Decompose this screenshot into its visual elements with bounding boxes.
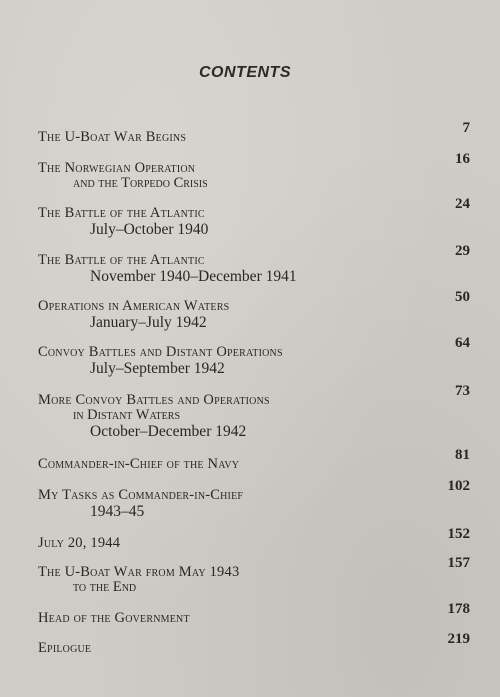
- toc-entry: [38, 631, 470, 656]
- toc-entry-page: 16: [455, 151, 470, 167]
- toc-entry-title: Commander-in-Chief of the Navy: [38, 456, 240, 472]
- toc-entry-subtitle: to the End: [73, 579, 137, 595]
- toc-entry-subtitle: July–October 1940: [90, 221, 209, 238]
- toc-entry: [38, 289, 470, 331]
- toc-entry-subtitle: November 1940–December 1941: [90, 268, 297, 285]
- toc-entry-page: 152: [447, 526, 470, 542]
- toc-entry-title: The Battle of the Atlantic: [38, 252, 205, 268]
- toc-entry: [38, 447, 470, 472]
- toc-entry: [38, 601, 470, 626]
- toc-entry: [38, 120, 470, 145]
- toc-entry-page: 50: [455, 289, 470, 305]
- toc-entry-page: 64: [455, 335, 470, 351]
- toc-entry-subtitle: July–September 1942: [90, 360, 225, 377]
- toc-entry-title: Epilogue: [38, 640, 92, 656]
- toc-entry-page: 7: [462, 120, 470, 136]
- toc-entry-page: 29: [455, 243, 470, 259]
- toc-entry-title: Head of the Government: [38, 610, 190, 626]
- toc-entry-title: More Convoy Battles and Operations: [38, 392, 270, 408]
- contents-heading: CONTENTS: [199, 64, 291, 81]
- toc-entry-subtitle: in Distant Waters: [73, 407, 181, 423]
- toc-entry-title: The Norwegian Operation: [38, 160, 196, 176]
- toc-entry: [38, 151, 470, 191]
- toc-entry-title: My Tasks as Commander-in-Chief: [38, 487, 244, 503]
- toc-entry-subtitle: and the Torpedo Crisis: [73, 175, 208, 191]
- toc-entry: [38, 526, 470, 551]
- toc-entry-page: 157: [447, 555, 470, 571]
- toc-entry-title: Convoy Battles and Distant Operations: [38, 344, 283, 360]
- toc-entry-page: 178: [447, 601, 470, 617]
- toc-entry-title: Operations in American Waters: [38, 298, 230, 314]
- toc-entry-title: July 20, 1944: [38, 535, 121, 551]
- toc-entry-page: 102: [447, 478, 470, 494]
- toc-entry-page: 219: [447, 631, 470, 647]
- toc-entry: [38, 196, 470, 238]
- toc-entry-page: 73: [455, 383, 470, 399]
- toc-entry-page: 81: [455, 447, 470, 463]
- toc-entry: [38, 555, 470, 595]
- toc-entry: [38, 335, 470, 377]
- toc-entry-subtitle: October–December 1942: [90, 423, 247, 440]
- toc-entry-page: 24: [455, 196, 470, 212]
- toc-entry-title: The Battle of the Atlantic: [38, 205, 205, 221]
- toc-entry-title: The U-Boat War Begins: [38, 129, 187, 145]
- toc-entry-title: The U-Boat War from May 1943: [38, 564, 240, 580]
- toc-entry: [38, 243, 470, 285]
- toc-entry: [38, 478, 470, 520]
- toc-entry-subtitle: 1943–45: [90, 503, 145, 520]
- toc-entry-subtitle: January–July 1942: [90, 314, 207, 331]
- toc-entry: [38, 383, 470, 440]
